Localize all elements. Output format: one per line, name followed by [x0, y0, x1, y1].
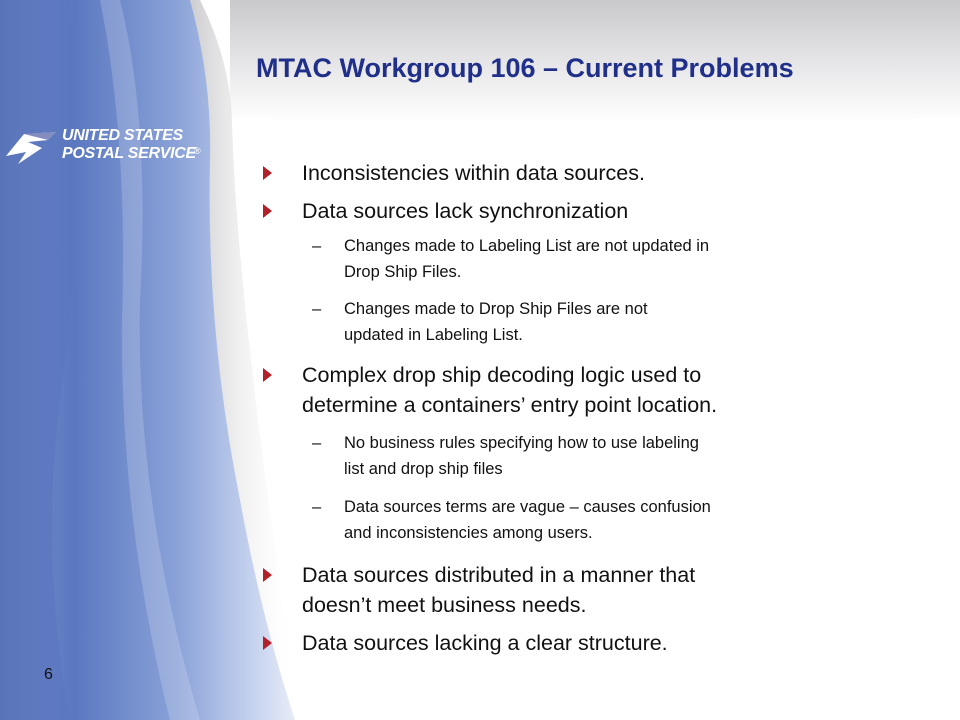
right-triangle-arrow-icon	[263, 204, 272, 218]
sub-bullet-line-1: Data sources terms are vague – causes confusion	[344, 498, 711, 516]
sub-bullet-dash: –	[312, 237, 322, 255]
bullet-text-line-1: Complex drop ship decoding logic used to	[302, 363, 702, 387]
logo-line-2: POSTAL SERVICE	[62, 145, 196, 162]
slide-title: MTAC Workgroup 106 – Current Problems	[256, 53, 794, 83]
right-triangle-arrow-icon	[263, 368, 272, 382]
sub-bullet-dash: –	[312, 498, 322, 516]
bullet-text-line-2: determine a containers’ entry point location.	[302, 393, 718, 417]
bullet-text: Data sources lack synchronization	[302, 199, 629, 223]
registered-mark: ®	[194, 146, 201, 156]
sub-bullet-dash: –	[312, 300, 322, 318]
bullet-text-line-2: doesn’t meet business needs.	[302, 593, 587, 617]
sub-bullet-line-1: No business rules specifying how to use labeling	[344, 434, 699, 452]
sub-bullet-dash: –	[312, 434, 322, 452]
sub-bullet-line-2: Drop Ship Files.	[344, 263, 462, 281]
bullet-text: Inconsistencies within data sources.	[302, 161, 645, 185]
bullet-text: Data sources lacking a clear structure.	[302, 631, 668, 655]
sub-bullet-line-2: updated in Labeling List.	[344, 326, 523, 344]
usps-eagle-icon	[4, 126, 58, 166]
sub-bullet-line-1: Changes made to Labeling List are not updated in	[344, 237, 710, 255]
sub-bullet-line-1: Changes made to Drop Ship Files are not	[344, 300, 648, 318]
logo-line-1: UNITED STATES	[62, 127, 183, 144]
sub-bullet-line-2: and inconsistencies among users.	[344, 524, 593, 542]
bullet-text-line-1: Data sources distributed in a manner that	[302, 563, 696, 587]
usps-logo	[4, 124, 204, 168]
page-number: 6	[44, 666, 53, 683]
right-triangle-arrow-icon	[263, 166, 272, 180]
right-triangle-arrow-icon	[263, 568, 272, 582]
right-triangle-arrow-icon	[263, 636, 272, 650]
sub-bullet-line-2: list and drop ship files	[344, 460, 503, 478]
